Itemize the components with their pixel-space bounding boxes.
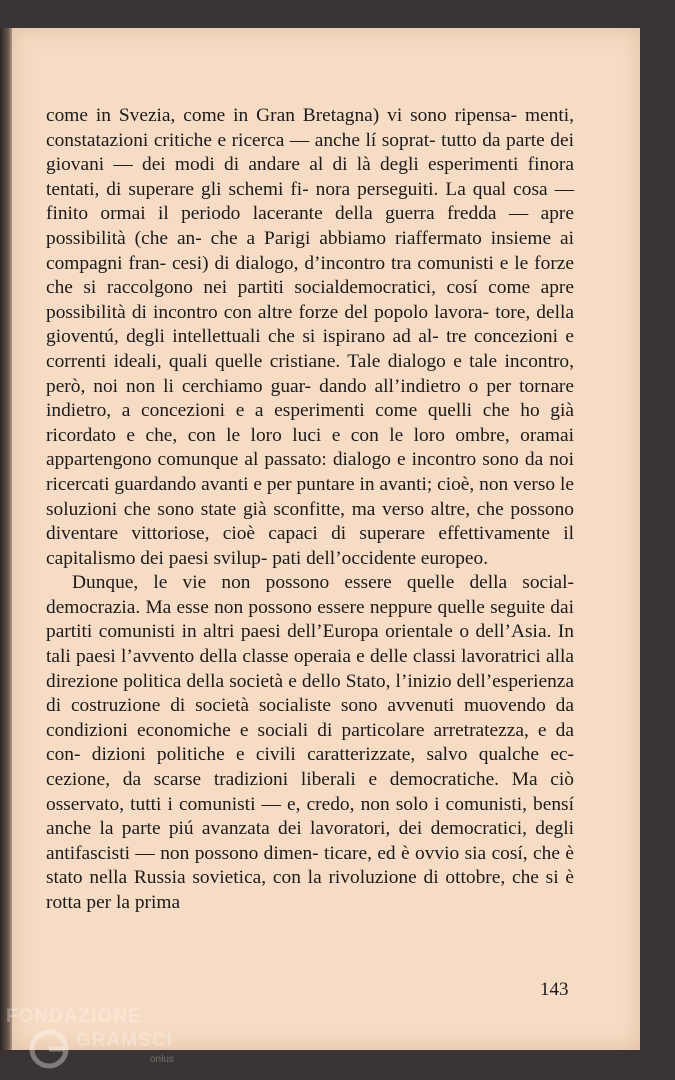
text-line: pati dell’occidente europeo. (272, 547, 489, 569)
text-line: ticare, ed è ovvio sia cosí, che è stato nella Russia sovietica, (46, 842, 574, 889)
watermark-line-1: FONDAZIONE (6, 1006, 142, 1027)
watermark-line-2: GRAMSCI (76, 1030, 173, 1051)
text-line: raccolgono nei partiti socialdemocratici, cosí come apre (106, 277, 574, 299)
text-line: dei democratici, degli antifascisti — non possono dimen- (46, 818, 575, 864)
text-line: tore, della gioventú, degli intellettuali che si ispirano ad al- (46, 301, 574, 348)
text-line: tre concezioni e correnti ideali, quali quelle cristiane. Tale (46, 326, 574, 372)
foundation-logo-icon (26, 1026, 72, 1072)
text-line: comunisti, bensí anche la parte piú avanzata dei lavoratori, (46, 793, 574, 840)
text-line: società e dello Stato, l’inizio dell’esperienza di costruzione (46, 670, 574, 717)
text-line: dizioni politiche e civili caratterizzate, salvo qualche ec- (91, 744, 574, 766)
text-line: non verso le soluzioni che sono state già sconfitte, ma (46, 473, 574, 520)
text-line: verso altre, che possono diventare vittoriose, cioè capaci (46, 498, 574, 545)
text-line: degli esperimenti finora tentati, di superare gli schemi fi- (46, 154, 574, 200)
text-line: operaia e delle classi lavoratrici alla direzione politica della (46, 646, 574, 692)
text-line: Dunque, le vie non possono essere quelle della social- (72, 572, 574, 594)
body-text (46, 104, 574, 916)
text-line: nora perseguiti. La qual cosa — finito ormai il periodo (46, 178, 574, 225)
text-line: lacerante della guerra fredda — apre possibilità (che an- (46, 203, 574, 249)
watermark (6, 1006, 206, 1076)
text-line: ciò osservato, tutti i comunisti — e, credo, non solo i (46, 769, 574, 815)
text-line: con le loro luci e con le loro ombre, oramai appartengono (46, 424, 575, 471)
text-line: di società socialiste sono avvenuti muovendo da condizioni (46, 695, 574, 741)
text-line: orientale o dell’Asia. In tali paesi l’avvento della classe (46, 621, 574, 668)
text-line: possibilità di incontro con altre forze del popolo lavora- (46, 301, 490, 323)
text-line: dialogo e tale incontro, però, noi non li cerchiamo guar- (46, 350, 574, 397)
text-line: di superare effettivamente il capitalismo dei paesi svilup- (46, 523, 574, 569)
text-line: ricercati guardando avanti e per puntare in avanti; cioè, (46, 473, 475, 495)
text-line: cesi) di dialogo, d’incontro tra comunisti e le forze che si (46, 252, 574, 299)
text-line: come in Svezia, come in Gran Bretagna) vi sono ripensa- (46, 105, 518, 126)
paragraph-1 (46, 104, 574, 571)
text-line: menti, constatazioni critiche e ricerca — anche lí soprat- (46, 105, 574, 151)
text-line: tutto da parte dei giovani — dei modi di andare al di là (46, 129, 574, 176)
paragraph-2 (46, 571, 574, 915)
text-line: comunque al passato: dialogo e incontro sono da noi (157, 449, 574, 471)
page-number: 143 (540, 979, 569, 1000)
text-line: che a Parigi abbiamo riaffermato insieme ai compagni fran- (46, 227, 574, 274)
text-line: economiche e sociali di particolare arretratezza, e da con- (46, 719, 574, 766)
text-line: seguite dai partiti comunisti in altri paesi dell’Europa (46, 596, 574, 643)
text-line: con la rivoluzione di ottobre, che si è rotta per la prima (46, 867, 574, 913)
text-line: democrazia. Ma esse non possono essere neppure quelle (46, 596, 485, 618)
text-line: cezione, da scarse tradizioni liberali e democratiche. Ma (46, 769, 538, 791)
text-line: e a esperimenti come quelli che ho già ricordato e che, (46, 400, 574, 446)
text-line: dando all’indietro o per tornare indietro, a concezioni (46, 375, 575, 422)
watermark-line-3: onlus (150, 1054, 174, 1065)
